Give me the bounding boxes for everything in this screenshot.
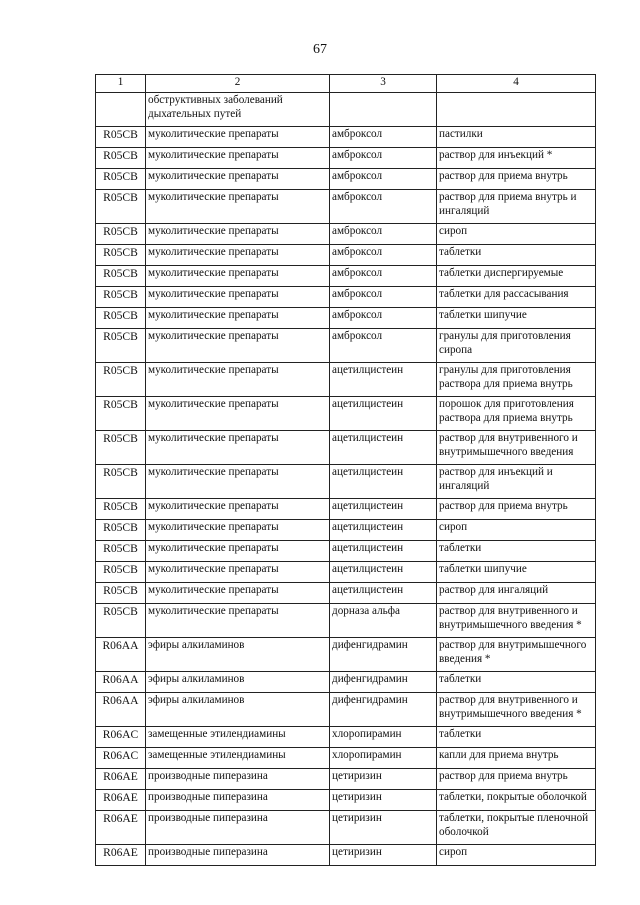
column-header: 4	[437, 75, 596, 93]
table-row	[96, 93, 596, 127]
table-row	[96, 245, 596, 266]
column-header: 3	[330, 75, 437, 93]
code-cell: R05CB	[96, 520, 146, 541]
table-row	[96, 727, 596, 748]
form-cell: таблетки, покрытые оболочкой	[437, 790, 596, 811]
substance-cell: амброксол	[330, 287, 437, 308]
form-cell: раствор для внутривенного и внутримышечного введения	[437, 431, 596, 465]
substance-cell: ацетилцистеин	[330, 541, 437, 562]
form-cell: капли для приема внутрь	[437, 748, 596, 769]
column-header: 1	[96, 75, 146, 93]
group-cell: муколитические препараты	[146, 465, 330, 499]
group-cell: муколитические препараты	[146, 224, 330, 245]
substance-cell: цетиризин	[330, 790, 437, 811]
form-cell: порошок для приготовления раствора для приема внутрь	[437, 397, 596, 431]
substance-cell: ацетилцистеин	[330, 465, 437, 499]
form-cell: гранулы для приготовления раствора для приема внутрь	[437, 363, 596, 397]
code-cell: R05CB	[96, 541, 146, 562]
substance-cell: ацетилцистеин	[330, 397, 437, 431]
table-row	[96, 499, 596, 520]
form-cell: раствор для инъекций и ингаляций	[437, 465, 596, 499]
group-cell: муколитические препараты	[146, 266, 330, 287]
substance-cell: дифенгидрамин	[330, 672, 437, 693]
form-cell	[437, 93, 596, 127]
table-row	[96, 363, 596, 397]
table-row	[96, 287, 596, 308]
group-cell: производные пиперазина	[146, 845, 330, 866]
substance-cell: амброксол	[330, 148, 437, 169]
code-cell: R05CB	[96, 148, 146, 169]
table-row	[96, 604, 596, 638]
form-cell: таблетки	[437, 541, 596, 562]
substance-cell: амброксол	[330, 169, 437, 190]
form-cell: раствор для внутривенного и внутримышечного введения *	[437, 604, 596, 638]
substance-cell: цетиризин	[330, 769, 437, 790]
code-cell: R06AC	[96, 727, 146, 748]
group-cell: муколитические препараты	[146, 169, 330, 190]
table-header-row	[96, 75, 596, 93]
substance-cell: амброксол	[330, 224, 437, 245]
group-cell: муколитические препараты	[146, 190, 330, 224]
substance-cell: ацетилцистеин	[330, 520, 437, 541]
substance-cell: ацетилцистеин	[330, 431, 437, 465]
substance-cell: амброксол	[330, 266, 437, 287]
table-row	[96, 127, 596, 148]
group-cell: муколитические препараты	[146, 308, 330, 329]
code-cell: R05CB	[96, 245, 146, 266]
code-cell: R05CB	[96, 224, 146, 245]
table-row	[96, 790, 596, 811]
form-cell: пастилки	[437, 127, 596, 148]
substance-cell: хлоропирамин	[330, 748, 437, 769]
substance-cell: дорназа альфа	[330, 604, 437, 638]
group-cell: обструктивных заболеваний дыхательных путей	[146, 93, 330, 127]
group-cell: муколитические препараты	[146, 329, 330, 363]
substance-cell: амброксол	[330, 329, 437, 363]
code-cell: R06AA	[96, 693, 146, 727]
substance-cell: цетиризин	[330, 811, 437, 845]
table-row	[96, 190, 596, 224]
substance-cell: дифенгидрамин	[330, 693, 437, 727]
code-cell: R05CB	[96, 266, 146, 287]
code-cell: R05CB	[96, 562, 146, 583]
code-cell: R06AE	[96, 811, 146, 845]
table-row	[96, 465, 596, 499]
table-row	[96, 672, 596, 693]
table-row	[96, 541, 596, 562]
substance-cell: амброксол	[330, 245, 437, 266]
table-row	[96, 308, 596, 329]
form-cell: сироп	[437, 224, 596, 245]
group-cell: муколитические препараты	[146, 541, 330, 562]
group-cell: замещенные этилендиамины	[146, 748, 330, 769]
group-cell: муколитические препараты	[146, 397, 330, 431]
form-cell: раствор для внутримышечного введения *	[437, 638, 596, 672]
group-cell: замещенные этилендиамины	[146, 727, 330, 748]
code-cell: R05CB	[96, 499, 146, 520]
code-cell: R05CB	[96, 363, 146, 397]
substance-cell: амброксол	[330, 190, 437, 224]
code-cell: R05CB	[96, 127, 146, 148]
code-cell: R05CB	[96, 190, 146, 224]
table-row	[96, 224, 596, 245]
code-cell: R05CB	[96, 431, 146, 465]
form-cell: таблетки шипучие	[437, 562, 596, 583]
substance-cell: ацетилцистеин	[330, 363, 437, 397]
group-cell: производные пиперазина	[146, 790, 330, 811]
drug-table	[95, 74, 596, 866]
group-cell: эфиры алкиламинов	[146, 672, 330, 693]
form-cell: раствор для приема внутрь и ингаляций	[437, 190, 596, 224]
group-cell: муколитические препараты	[146, 520, 330, 541]
form-cell: гранулы для приготовления сиропа	[437, 329, 596, 363]
group-cell: эфиры алкиламинов	[146, 693, 330, 727]
table-row	[96, 562, 596, 583]
code-cell: R05CB	[96, 465, 146, 499]
table-row	[96, 329, 596, 363]
group-cell: муколитические препараты	[146, 562, 330, 583]
substance-cell: амброксол	[330, 127, 437, 148]
code-cell: R06AA	[96, 672, 146, 693]
table-row	[96, 397, 596, 431]
substance-cell: хлоропирамин	[330, 727, 437, 748]
group-cell: муколитические препараты	[146, 245, 330, 266]
code-cell: R05CB	[96, 169, 146, 190]
code-cell: R06AE	[96, 790, 146, 811]
substance-cell: ацетилцистеин	[330, 562, 437, 583]
code-cell: R06AE	[96, 769, 146, 790]
code-cell: R06AC	[96, 748, 146, 769]
form-cell: таблетки диспергируемые	[437, 266, 596, 287]
code-cell: R06AA	[96, 638, 146, 672]
table-row	[96, 266, 596, 287]
drug-table-body	[96, 75, 596, 866]
table-row	[96, 769, 596, 790]
substance-cell: цетиризин	[330, 845, 437, 866]
table-row	[96, 583, 596, 604]
group-cell: муколитические препараты	[146, 604, 330, 638]
group-cell: муколитические препараты	[146, 363, 330, 397]
table-row	[96, 169, 596, 190]
form-cell: сироп	[437, 845, 596, 866]
table-row	[96, 520, 596, 541]
code-cell: R05CB	[96, 583, 146, 604]
group-cell: муколитические препараты	[146, 499, 330, 520]
form-cell: раствор для приема внутрь	[437, 769, 596, 790]
group-cell: муколитические препараты	[146, 431, 330, 465]
form-cell: таблетки для рассасывания	[437, 287, 596, 308]
group-cell: муколитические препараты	[146, 583, 330, 604]
code-cell: R05CB	[96, 308, 146, 329]
form-cell: таблетки, покрытые пленочной оболочкой	[437, 811, 596, 845]
page-number: 67	[313, 42, 327, 57]
code-cell: R05CB	[96, 397, 146, 431]
table-row	[96, 693, 596, 727]
table-row	[96, 431, 596, 465]
form-cell: сироп	[437, 520, 596, 541]
form-cell: таблетки	[437, 672, 596, 693]
form-cell: раствор для приема внутрь	[437, 169, 596, 190]
code-cell: R05CB	[96, 604, 146, 638]
form-cell: раствор для инъекций *	[437, 148, 596, 169]
table-row	[96, 845, 596, 866]
group-cell: муколитические препараты	[146, 127, 330, 148]
group-cell: производные пиперазина	[146, 811, 330, 845]
substance-cell: амброксол	[330, 308, 437, 329]
code-cell	[96, 93, 146, 127]
code-cell: R05CB	[96, 329, 146, 363]
form-cell: раствор для ингаляций	[437, 583, 596, 604]
table-row	[96, 811, 596, 845]
table-row	[96, 148, 596, 169]
form-cell: раствор для приема внутрь	[437, 499, 596, 520]
column-header: 2	[146, 75, 330, 93]
form-cell: раствор для внутривенного и внутримышечного введения *	[437, 693, 596, 727]
table-row	[96, 748, 596, 769]
substance-cell	[330, 93, 437, 127]
code-cell: R05CB	[96, 287, 146, 308]
form-cell: таблетки	[437, 245, 596, 266]
group-cell: муколитические препараты	[146, 148, 330, 169]
substance-cell: ацетилцистеин	[330, 499, 437, 520]
form-cell: таблетки	[437, 727, 596, 748]
code-cell: R06AE	[96, 845, 146, 866]
substance-cell: ацетилцистеин	[330, 583, 437, 604]
substance-cell: дифенгидрамин	[330, 638, 437, 672]
group-cell: эфиры алкиламинов	[146, 638, 330, 672]
group-cell: производные пиперазина	[146, 769, 330, 790]
form-cell: таблетки шипучие	[437, 308, 596, 329]
table-row	[96, 638, 596, 672]
group-cell: муколитические препараты	[146, 287, 330, 308]
